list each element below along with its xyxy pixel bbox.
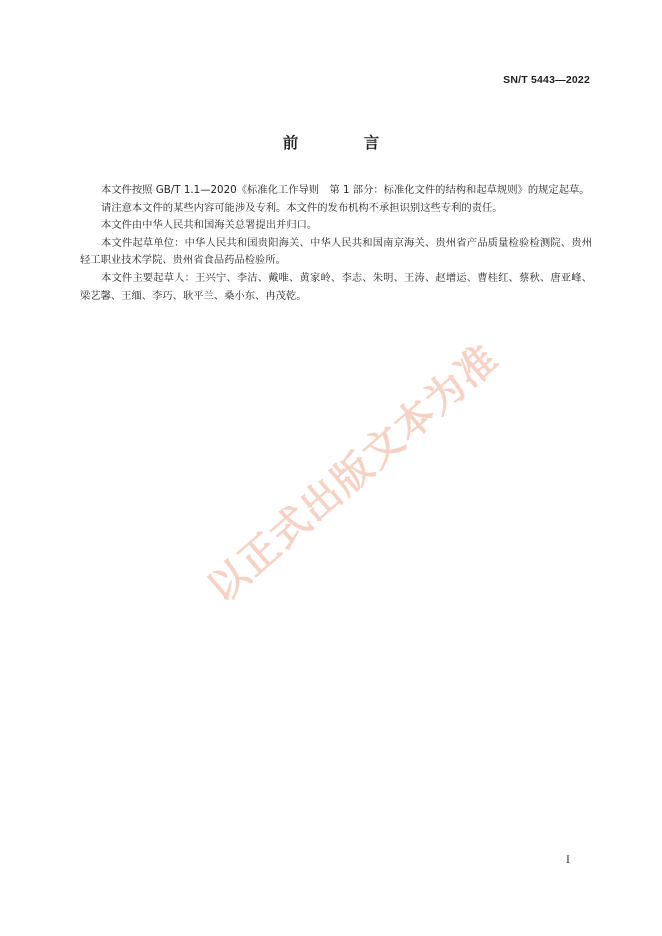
standard-number: SN/T 5443—2022 (503, 74, 590, 86)
paragraph-proposer: 本文件由中华人民共和国海关总署提出并归口。 (101, 219, 318, 232)
paragraph-drafters: 本文件主要起草人：王兴宁、李洁、戴唯、黄家岭、李志、朱明、王涛、赵增运、曹桂红、蔡秋、唐亚峰、梁艺馨、王缅、李巧、耿平兰、桑小东、冉茂乾。 (80, 271, 592, 302)
paragraph-patent-notice: 请注意本文件的某些内容可能涉及专利。本文件的发布机构不承担识别这些专利的责任。 (101, 201, 503, 214)
paragraph-drafting-units: 本文件起草单位：中华人民共和国贵阳海关、中华人民共和国南京海关、贵州省产品质量检验检测院、贵州轻工职业技术学院、贵州省食品药品检验所。 (80, 236, 592, 267)
paragraph-drafting-rules: 本文件按照 GB/T 1.1—2020《标准化工作导则 第 1 部分：标准化文件的结构和起草规则》的规定起草。 (101, 184, 590, 196)
watermark: 以正式出版文本为准 (199, 335, 508, 612)
page-number: I (566, 855, 570, 866)
foreword-body (80, 182, 592, 305)
page-title: 前 言 (282, 134, 410, 152)
